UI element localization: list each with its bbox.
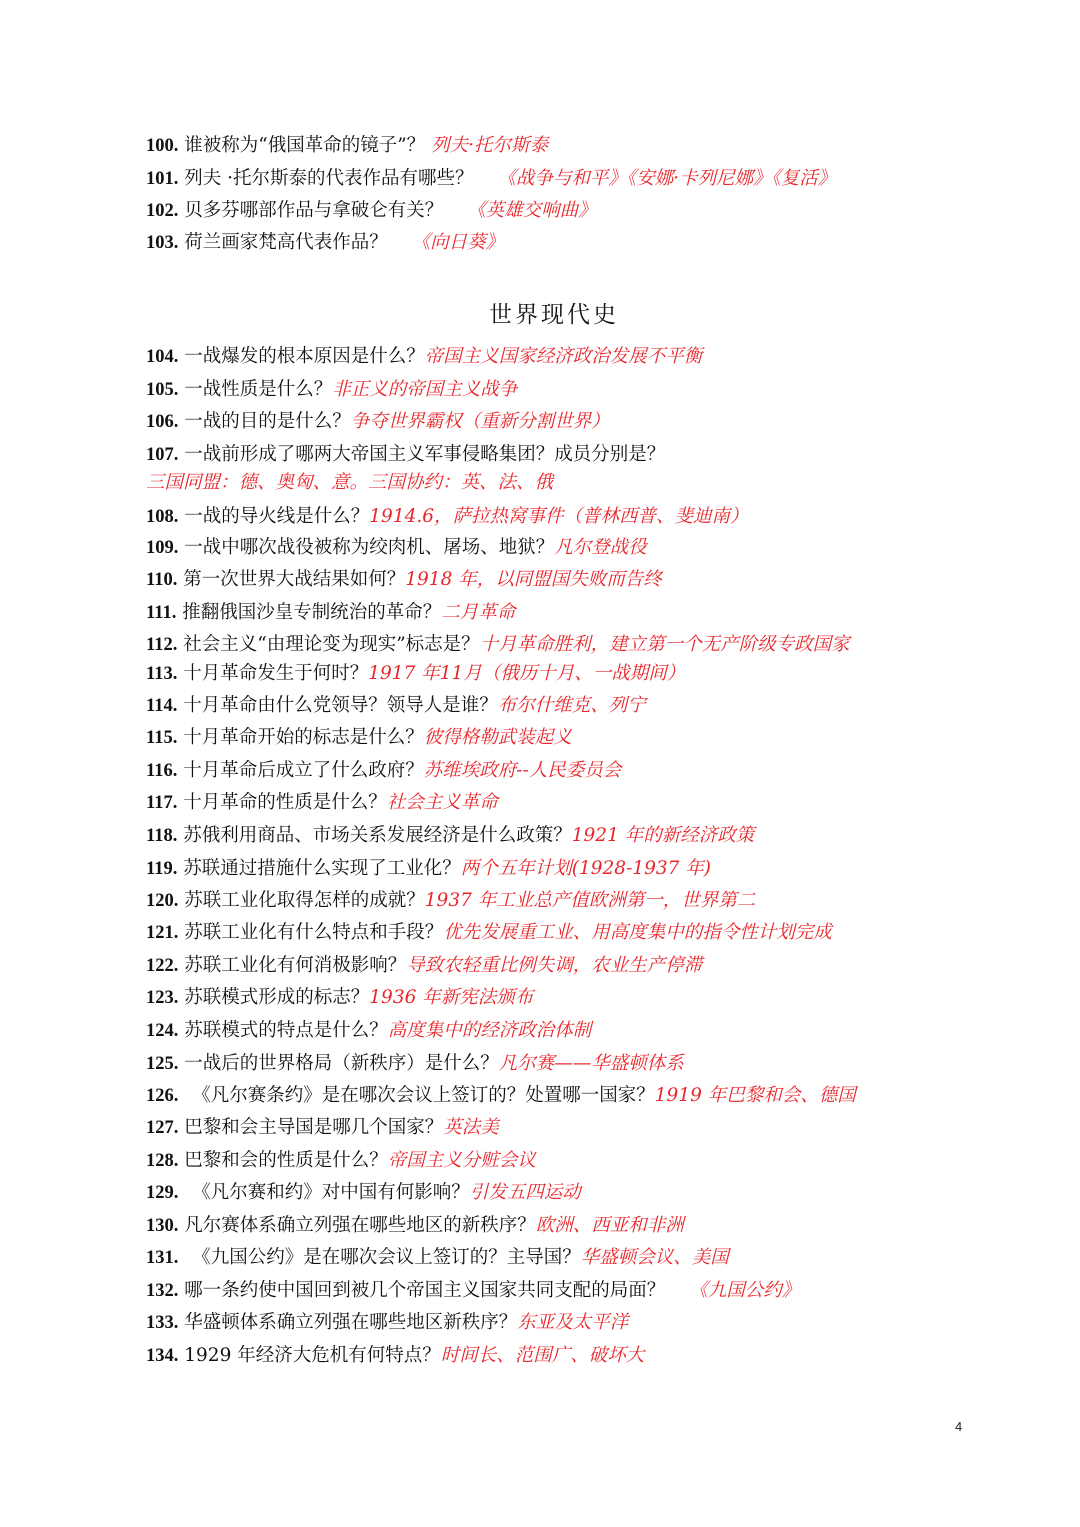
item-number: 103.	[146, 233, 179, 253]
item-answer: 英法美	[443, 1117, 499, 1138]
item-answer: 1914.6，萨拉热窝事件（普林西普、斐迪南）	[369, 506, 749, 527]
item-question: 苏联工业化有什么特点和手段？	[184, 922, 444, 943]
item-number: 118.	[146, 826, 178, 846]
item-number: 131.	[146, 1248, 179, 1268]
qa-item-102	[146, 199, 1046, 223]
item-question: 十月革命开始的标志是什么？	[183, 727, 424, 748]
item-answer: 凡尔赛——华盛顿体系	[498, 1053, 684, 1074]
item-question: 苏联模式形成的标志？	[184, 987, 370, 1008]
item-number: 119.	[146, 859, 178, 879]
item-question: 一战后的世界格局（新秩序）是什么？	[184, 1053, 499, 1074]
qa-item-104	[146, 345, 1046, 369]
item-number: 116.	[146, 761, 178, 781]
qa-item-134	[146, 1344, 1046, 1368]
item-question: 巴黎和会的性质是什么？	[184, 1150, 388, 1171]
item-question: 一战前形成了哪两大帝国主义军事侵略集团？成员分别是？	[184, 444, 666, 465]
qa-item-131	[146, 1246, 1046, 1270]
item-number: 130.	[146, 1216, 179, 1236]
item-answer: 优先发展重工业、用高度集中的指令性计划完成	[443, 922, 832, 943]
item-question: 十月革命后成立了什么政府？	[183, 760, 424, 781]
item-answer: 《向日葵》	[411, 232, 505, 253]
item-answer: 二月革命	[441, 602, 516, 623]
item-number: 105.	[146, 380, 179, 400]
item-number: 110.	[146, 570, 178, 590]
item-question: 苏联工业化取得怎样的成就？	[184, 890, 425, 911]
item-question: 巴黎和会主导国是哪几个国家？	[184, 1117, 444, 1138]
item-question: 苏俄利用商品、市场关系发展经济是什么政策？	[183, 825, 572, 846]
item-number: 100.	[146, 136, 179, 156]
item-answer: 高度集中的经济政治体制	[387, 1020, 592, 1041]
qa-item-128	[146, 1149, 1046, 1173]
item-answer: 凡尔登战役	[554, 537, 647, 558]
item-answer: 十月革命胜利，建立第一个无产阶级专政国家	[479, 634, 850, 655]
qa-item-133	[146, 1311, 1046, 1335]
item-number: 108.	[146, 507, 179, 527]
page-number: 4	[955, 1419, 963, 1434]
item-question: 苏联工业化有何消极影响？	[184, 955, 407, 976]
qa-item-101	[146, 167, 1046, 191]
item-answer: 帝国主义国家经济政治发展不平衡	[424, 346, 703, 367]
qa-item-116	[146, 759, 1046, 783]
qa-item-114	[146, 694, 1046, 718]
qa-item-125	[146, 1052, 1046, 1076]
qa-item-118	[146, 824, 1046, 848]
item-number: 129.	[146, 1183, 179, 1203]
item-question: 苏联通过措施什么实现了工业化？	[183, 858, 461, 879]
qa-item-121	[146, 921, 1046, 945]
item-question: 1929 年经济大危机有何特点？	[184, 1345, 441, 1366]
item-question: 一战性质是什么？	[184, 379, 333, 400]
item-number: 124.	[146, 1021, 179, 1041]
qa-item-107	[146, 443, 1046, 467]
qa-item-106	[146, 410, 1046, 434]
item-question: 推翻俄国沙皇专制统治的革命？	[182, 602, 442, 623]
qa-item-103	[146, 231, 1046, 255]
item-number: 121.	[146, 923, 179, 943]
item-number: 109.	[146, 538, 179, 558]
item-number: 104.	[146, 347, 179, 367]
item-answer: 列夫·托尔斯泰	[431, 135, 548, 156]
item-number: 101.	[146, 169, 179, 189]
item-question: 列夫 ·托尔斯泰的代表作品有哪些？	[184, 168, 474, 189]
item-answer: 1918 年，以同盟国失败而告终	[405, 569, 662, 590]
item-number: 117.	[146, 793, 178, 813]
qa-item-115	[146, 726, 1046, 750]
qa-item-126	[146, 1084, 1046, 1108]
item-number: 128.	[146, 1151, 179, 1171]
qa-item-129	[146, 1181, 1046, 1205]
item-answer: 社会主义革命	[386, 792, 498, 813]
item-question: 荷兰画家梵高代表作品？	[184, 232, 388, 253]
item-question: 凡尔赛体系确立列强在哪些地区的新秩序？	[184, 1215, 536, 1236]
qa-item-124	[146, 1019, 1046, 1043]
qa-item-127	[146, 1116, 1046, 1140]
item-question: 第一次世界大战结果如何？	[183, 569, 406, 590]
item-number: 115.	[146, 728, 178, 748]
item-question: 一战中哪次战役被称为绞肉机、屠场、地狱？	[184, 537, 555, 558]
item-question: 贝多芬哪部作品与拿破仑有关？	[184, 200, 444, 221]
item-question: 一战爆发的根本原因是什么？	[184, 346, 425, 367]
qa-item-105	[146, 378, 1046, 402]
item-answer: 东亚及太平洋	[517, 1312, 629, 1333]
item-number: 120.	[146, 891, 179, 911]
qa-item-120	[146, 889, 1046, 913]
item-answer: 华盛顿会议、美国	[580, 1247, 729, 1268]
item-answer: 两个五年计划(1928-1937 年)	[460, 858, 711, 879]
qa-item-109	[146, 536, 1046, 560]
item-answer: 苏维埃政府--人民委员会	[423, 760, 622, 781]
item-answer: 《九国公约》	[689, 1280, 801, 1301]
item-question: 苏联模式的特点是什么？	[184, 1020, 388, 1041]
item-answer: 《战争与和平》《安娜·卡列尼娜》《复活》	[497, 168, 837, 189]
item-answer: 1936 年新宪法颁布	[369, 987, 534, 1008]
qa-item-111	[146, 601, 1046, 625]
qa-item-123	[146, 986, 1046, 1010]
item-answer: 非正义的帝国主义战争	[332, 379, 518, 400]
item-number: 111.	[146, 603, 177, 623]
item-answer: 彼得格勒武装起义	[423, 727, 572, 748]
item-number: 107.	[146, 445, 179, 465]
qa-item-110	[146, 568, 1046, 592]
qa-item-108	[146, 505, 1046, 529]
item-question: 社会主义“由理论变为现实”标志是？	[183, 634, 480, 655]
item-number: 132.	[146, 1281, 179, 1301]
item-number: 125.	[146, 1054, 179, 1074]
item-number: 123.	[146, 988, 179, 1008]
qa-item-112	[146, 633, 1046, 657]
item-question: 十月革命由什么党领导？领导人是谁？	[183, 695, 498, 716]
item-question: 哪一条约使中国回到被几个帝国主义国家共同支配的局面？	[184, 1280, 666, 1301]
item-question: 十月革命发生于何时？	[183, 663, 369, 684]
item-question: 谁被称为“俄国革命的镜子”？	[184, 135, 426, 156]
item-answer: 1919 年巴黎和会、德国	[654, 1085, 856, 1106]
qa-item-107-answer-line	[146, 471, 1046, 495]
item-answer: 导致农轻重比例失调，农业生产停滞	[406, 955, 703, 976]
item-number: 113.	[146, 664, 178, 684]
qa-item-113	[146, 662, 1046, 686]
item-number: 134.	[146, 1346, 179, 1366]
item-question: 华盛顿体系确立列强在哪些地区新秩序？	[184, 1312, 518, 1333]
item-question: 十月革命的性质是什么？	[183, 792, 387, 813]
item-question: 一战的导火线是什么？	[184, 506, 370, 527]
item-answer: 欧洲、西亚和非洲	[535, 1215, 684, 1236]
section-title: 世界现代史	[489, 302, 619, 328]
qa-item-119	[146, 857, 1046, 881]
item-answer: 《英雄交响曲》	[467, 200, 597, 221]
item-number: 133.	[146, 1313, 179, 1333]
item-answer: 引发五四运动	[469, 1182, 581, 1203]
qa-item-117	[146, 791, 1046, 815]
item-answer: 1917 年11月（俄历十月、一战期间）	[368, 663, 686, 684]
item-answer: 布尔什维克、列宁	[497, 695, 646, 716]
item-question: 《凡尔赛和约》对中国有何影响？	[192, 1182, 470, 1203]
qa-item-132	[146, 1279, 1046, 1303]
item-question: 一战的目的是什么？	[184, 411, 351, 432]
item-answer: 争夺世界霸权（重新分割世界）	[350, 411, 610, 432]
item-number: 127.	[146, 1118, 179, 1138]
item-question: 《九国公约》是在哪次会议上签订的？主导国？	[192, 1247, 581, 1268]
item-number: 122.	[146, 956, 179, 976]
item-number: 126.	[146, 1086, 179, 1106]
item-answer: 1921 年的新经济政策	[571, 825, 755, 846]
item-number: 102.	[146, 201, 179, 221]
item-answer: 三国同盟：德、奥匈、意。三国协约：英、法、俄	[146, 472, 554, 493]
item-number: 114.	[146, 696, 178, 716]
item-answer: 1937 年工业总产值欧洲第一，世界第二	[424, 890, 756, 911]
qa-item-130	[146, 1214, 1046, 1238]
item-answer: 时间长、范围广、破坏大	[440, 1345, 645, 1366]
item-number: 112.	[146, 635, 178, 655]
item-number: 106.	[146, 412, 179, 432]
qa-item-122	[146, 954, 1046, 978]
item-question: 《凡尔赛条约》是在哪次会议上签订的？处置哪一国家？	[192, 1085, 655, 1106]
item-answer: 帝国主义分赃会议	[387, 1150, 536, 1171]
qa-item-100	[146, 134, 1046, 158]
